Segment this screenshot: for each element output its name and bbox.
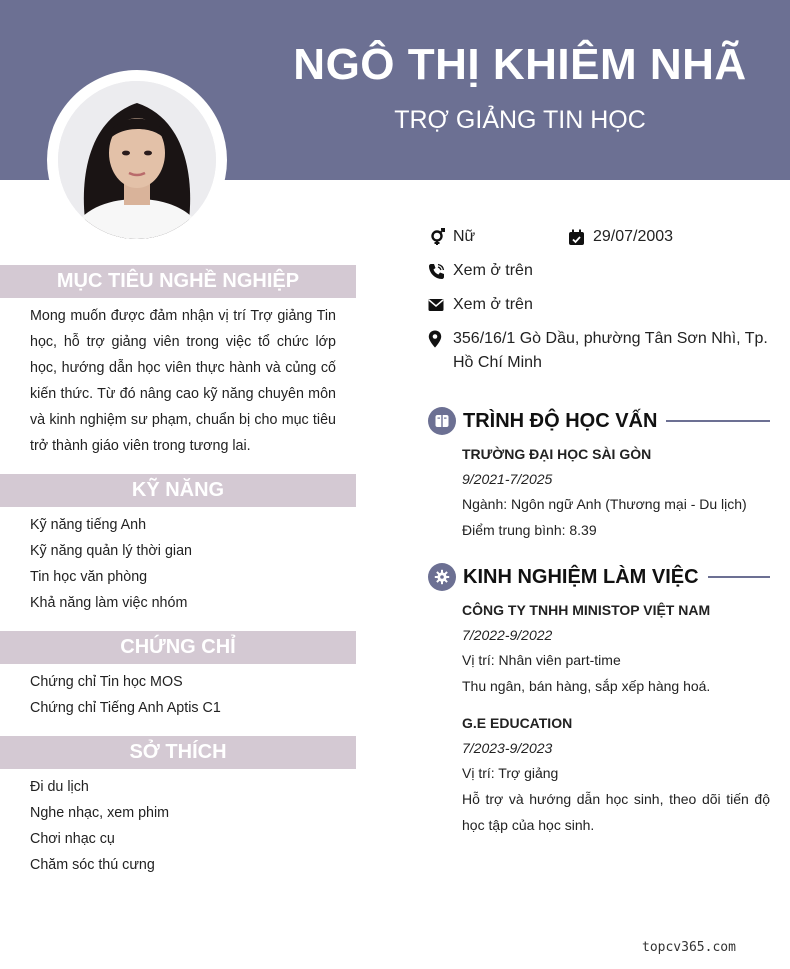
phone-icon — [428, 259, 446, 283]
list-item: Đi du lịch — [30, 779, 89, 795]
watermark: topcv365.com — [642, 940, 736, 955]
company-name: G.E EDUCATION — [462, 715, 573, 731]
section-skills-title: KỸ NĂNG — [0, 474, 356, 507]
education-period: 9/2021-7/2025 — [462, 471, 553, 487]
skills-list — [30, 512, 192, 616]
phone-value: Xem ở trên — [453, 262, 533, 279]
list-item: Chứng chỉ Tin học MOS — [30, 674, 183, 690]
envelope-icon — [428, 293, 446, 317]
section-education-title: TRÌNH ĐỘ HỌC VẤN — [463, 409, 658, 432]
section-hobbies-title: SỞ THÍCH — [0, 736, 356, 769]
job-position: Vị trí: Trợ giảng — [462, 765, 559, 781]
school-name: TRƯỜNG ĐẠI HỌC SÀI GÒN — [462, 446, 652, 462]
education-entry — [462, 441, 770, 543]
job-description: Hỗ trợ và hướng dẫn học sinh, theo dõi tiến độ học tập của học sinh. — [462, 791, 770, 833]
birthday-value: 29/07/2003 — [593, 228, 674, 245]
avatar — [58, 81, 216, 239]
company-name: CÔNG TY TNHH MINISTOP VIỆT NAM — [462, 602, 711, 618]
list-item: Tin học văn phòng — [30, 569, 148, 585]
section-divider — [708, 576, 770, 578]
email-value: Xem ở trên — [453, 296, 533, 313]
list-item: Chăm sóc thú cưng — [30, 857, 155, 873]
gender-value: Nữ — [453, 228, 476, 245]
candidate-name: NGÔ THỊ KHIÊM NHÃ — [293, 40, 747, 89]
certificates-list — [30, 669, 221, 721]
birthday-row — [568, 225, 673, 249]
education-gpa: Điểm trung bình: 8.39 — [462, 522, 597, 538]
job-period: 7/2023-9/2023 — [462, 740, 553, 756]
address-row — [428, 327, 770, 375]
list-item: Nghe nhạc, xem phim — [30, 805, 170, 821]
section-education-header — [428, 406, 770, 436]
gender-row — [428, 225, 475, 249]
section-certificates-title: CHỨNG CHỈ — [0, 631, 356, 664]
objective-text: Mong muốn được đảm nhận vị trí Trợ giảng Tin học, hỗ trợ giảng viên trong việc tổ chức lớp học, hướng dẫn học viên thực hành và củng cố kiến thức. Từ đó nâng cao kỹ năng chuyên môn và kinh nghiệm sư phạm, chuẩn bị cho mục tiêu trở thành giáo viên trong tương lai. — [30, 308, 336, 454]
calendar-icon — [568, 225, 586, 249]
job-period: 7/2022-9/2022 — [462, 627, 553, 643]
section-experience-header — [428, 562, 770, 592]
section-objective-title: MỤC TIÊU NGHỀ NGHIỆP — [0, 265, 356, 298]
list-item: Chứng chỉ Tiếng Anh Aptis C1 — [30, 700, 221, 716]
address-value: 356/16/1 Gò Dầu, phường Tân Sơn Nhì, Tp. Hồ Chí Minh — [453, 330, 768, 371]
avatar-portrait-icon — [58, 81, 216, 239]
list-item: Kỹ năng quản lý thời gian — [30, 543, 192, 559]
section-divider — [666, 420, 770, 422]
education-major: Ngành: Ngôn ngữ Anh (Thương mại - Du lịch) — [462, 496, 747, 512]
list-item: Kỹ năng tiếng Anh — [30, 517, 147, 533]
job-position: Vị trí: Nhân viên part-time — [462, 652, 621, 668]
job-description: Thu ngân, bán hàng, sắp xếp hàng hoá. — [462, 678, 711, 694]
book-icon — [428, 407, 456, 435]
job-title: TRỢ GIẢNG TIN HỌC — [394, 106, 646, 134]
experience-entry — [462, 597, 770, 699]
list-item: Chơi nhạc cụ — [30, 831, 115, 847]
gear-icon — [428, 563, 456, 591]
map-pin-icon — [428, 327, 446, 351]
experience-entry — [462, 710, 770, 838]
email-row — [428, 293, 533, 317]
phone-row — [428, 259, 533, 283]
section-experience-title: KINH NGHIỆM LÀM VIỆC — [463, 565, 699, 588]
list-item: Khả năng làm việc nhóm — [30, 595, 188, 611]
gender-icon — [428, 225, 446, 249]
hobbies-list — [30, 774, 169, 878]
